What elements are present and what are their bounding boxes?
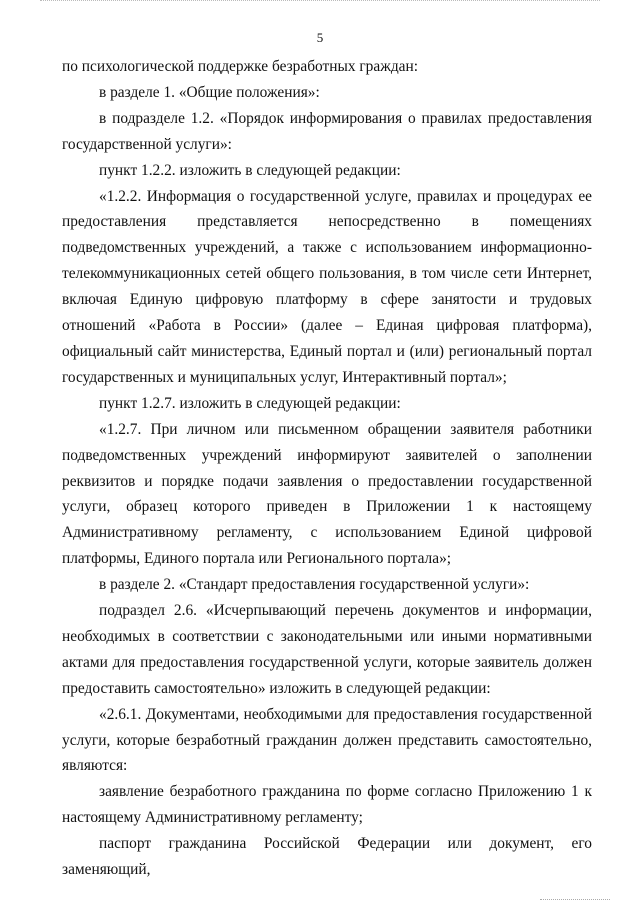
paragraph-11: паспорт гражданина Российской Федерации или документ, его заменяющий,	[62, 835, 592, 879]
paragraph-7: в разделе 2. «Стандарт предоставления государственной услуги»:	[99, 576, 530, 594]
paragraph-9: «2.6.1. Документами, необходимыми для предоставления государственной услуги, которые безработный гражданин должен представить самостоятельно, являются:	[62, 705, 592, 775]
scan-top-edge	[40, 0, 600, 2]
paragraph-0: по психологической поддержке безработных граждан:	[62, 58, 419, 75]
paragraph-2: в подразделе 1.2. «Порядок информирования о правилах предоставления государственной услуги»:	[62, 109, 592, 153]
paragraph-8: подраздел 2.6. «Исчерпывающий перечень документов и информации, необходимых в соответствии с законодательными или иными нормативными актами для предоставления государственной услуги, которые заявитель должен предоставить самостоятельно» изложить в следующей редакции:	[62, 602, 592, 697]
scan-bottom-edge	[540, 899, 610, 901]
document-body	[62, 54, 592, 883]
page-number: 5	[316, 30, 324, 45]
paragraph-4: «1.2.2. Информация о государственной услуге, правилах и процедурах ее предоставления представляется непосредственно в помещениях подведомственных учреждений, а также с использованием информационно-телекоммуникационных сетей общего пользования, в том числе сети Интернет, включая Единую цифровую платформу в сфере занятости и трудовых отношений «Работа в России» (далее – Единая цифровая платформа), официальный сайт министерства, Единый портал и (или) региональный портал государственных и муниципальных услуг, Интерактивный портал»;	[62, 187, 592, 386]
paragraph-1: в разделе 1. «Общие положения»:	[99, 83, 320, 101]
paragraph-10: заявление безработного гражданина по форме согласно Приложению 1 к настоящему Административному регламенту;	[62, 783, 592, 827]
paragraph-5: пункт 1.2.7. изложить в следующей редакции:	[99, 394, 401, 412]
paragraph-6: «1.2.7. При личном или письменном обращении заявителя работники подведомственных учреждений информируют заявителей о заполнении реквизитов и порядке подачи заявления о предоставлении государственной услуги, образец которого приведен в Приложении 1 к настоящему Административному регламенту, с использованием Единой цифровой платформы, Единого портала или Регионального портала»;	[62, 420, 592, 568]
paragraph-3: пункт 1.2.2. изложить в следующей редакции:	[99, 161, 401, 179]
